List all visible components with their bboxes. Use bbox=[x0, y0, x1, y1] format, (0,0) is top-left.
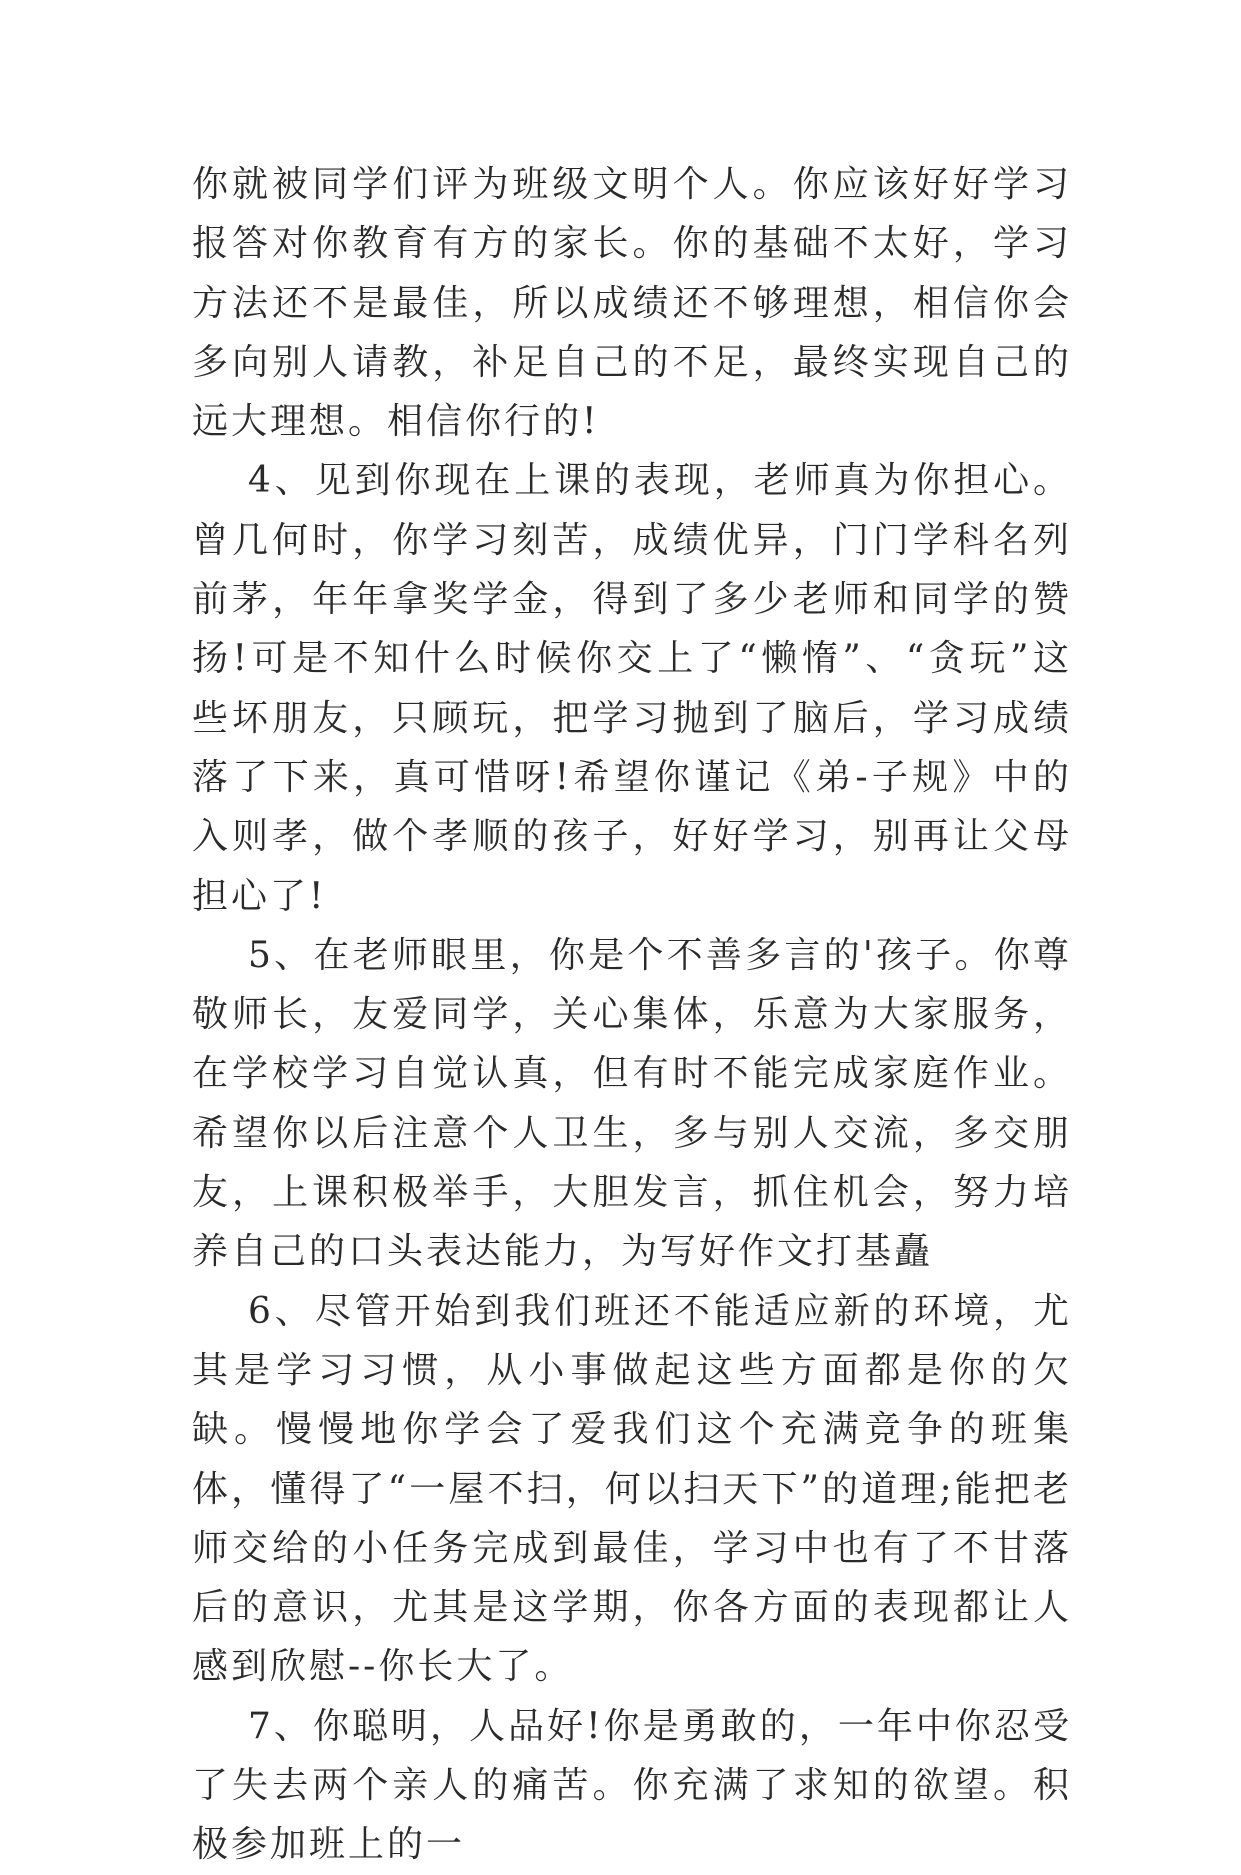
paragraph-1: 你就被同学们评为班级文明个人。你应该好好学习报答对你教育有方的家长。你的基础不太好，学习方法还不是最佳，所以成绩还不够理想，相信你会多向别人请教，补足自己的不足，最终实现自己的远大理想。相信你行的! bbox=[192, 164, 1072, 443]
document-body bbox=[192, 155, 1072, 1875]
paragraph-4: 6、尽管开始到我们班还不能适应新的环境，尤其是学习习惯，从小事做起这些方面都是你的欠缺。慢慢地你学会了爱我们这个充满竞争的班集体，懂得了“一屋不扫，何以扫天下”的道理;能把老师交给的小任务完成到最佳，学习中也有了不甘落后的意识，尤其是这学期，你各方面的表现都让人感到欣慰--你长大了。 bbox=[192, 1290, 1072, 1688]
paragraph-5: 7、你聪明，人品好!你是勇敢的，一年中你忍受了失去两个亲人的痛苦。你充满了求知的欲望。积极参加班上的一 bbox=[192, 1705, 1072, 1866]
paragraph-2: 4、见到你现在上课的表现，老师真为你担心。曾几何时，你学习刻苦，成绩优异，门门学科名列前茅，年年拿奖学金，得到了多少老师和同学的赞扬!可是不知什么时候你交上了“懒惰”、“贪玩”这些坏朋友，只顾玩，把学习抛到了脑后，学习成绩落了下来，真可惜呀!希望你谨记《弟-子规》中的入则孝，做个孝顺的孩子，好好学习，别再让父母担心了! bbox=[192, 460, 1072, 917]
paragraph-3: 5、在老师眼里，你是个不善多言的'孩子。你尊敬师长，友爱同学，关心集体，乐意为大家服务，在学校学习自觉认真，但有时不能完成家庭作业。希望你以后注意个人卫生，多与别人交流，多交朋友，上课积极举手，大胆发言，抓住机会，努力培养自己的口头表达能力，为写好作文打基矗 bbox=[192, 934, 1072, 1273]
